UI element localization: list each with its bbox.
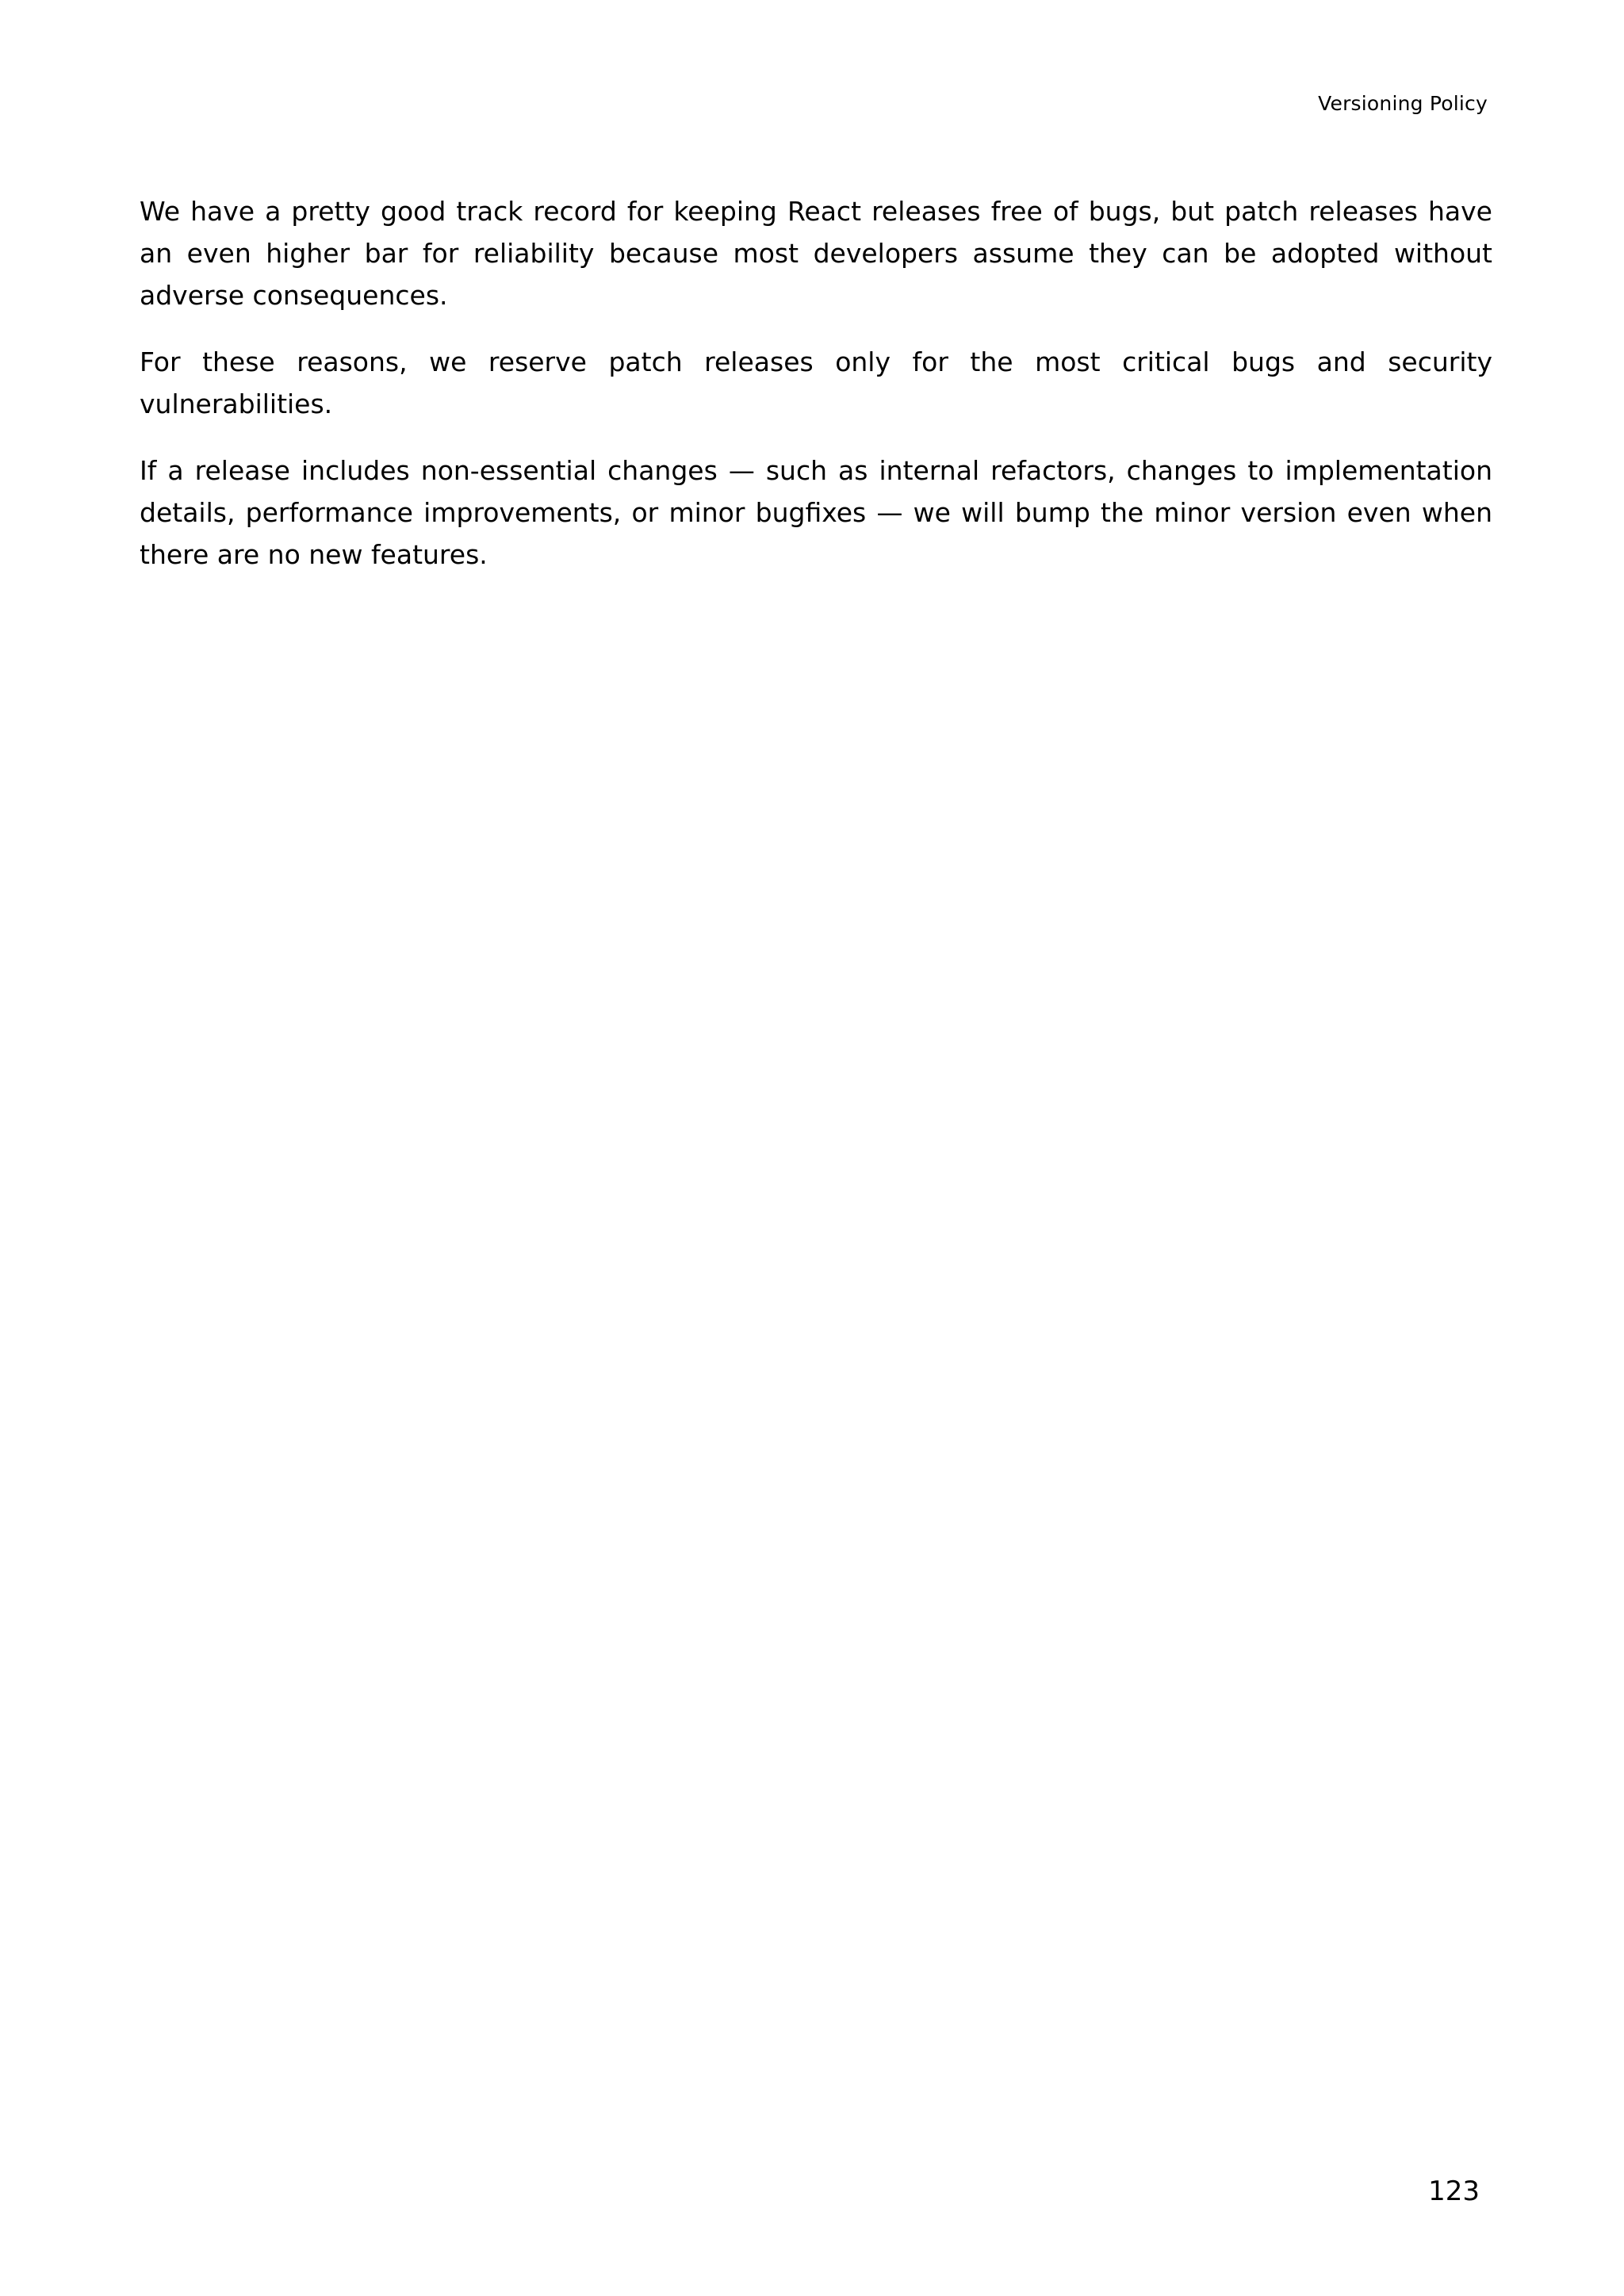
running-header: Versioning Policy [1318,92,1488,115]
paragraph-minor-version-bump: If a release includes non-essential changes — such as internal refactors, changes to implementation details, performance improvements, or minor bugfixes — we will bump the minor version even when there are no new features. [140,455,1492,570]
paragraph-patch-reliability: We have a pretty good track record for keeping React releases free of bugs, but patch releases have an even higher bar for reliability because most developers assume they can be adopted without adverse consequences. [140,196,1492,311]
page-number: 123 [1428,2175,1480,2207]
page-body [140,190,1492,600]
paragraph-patch-reasons: For these reasons, we reserve patch releases only for the most critical bugs and security vulnerabilities. [140,346,1492,419]
